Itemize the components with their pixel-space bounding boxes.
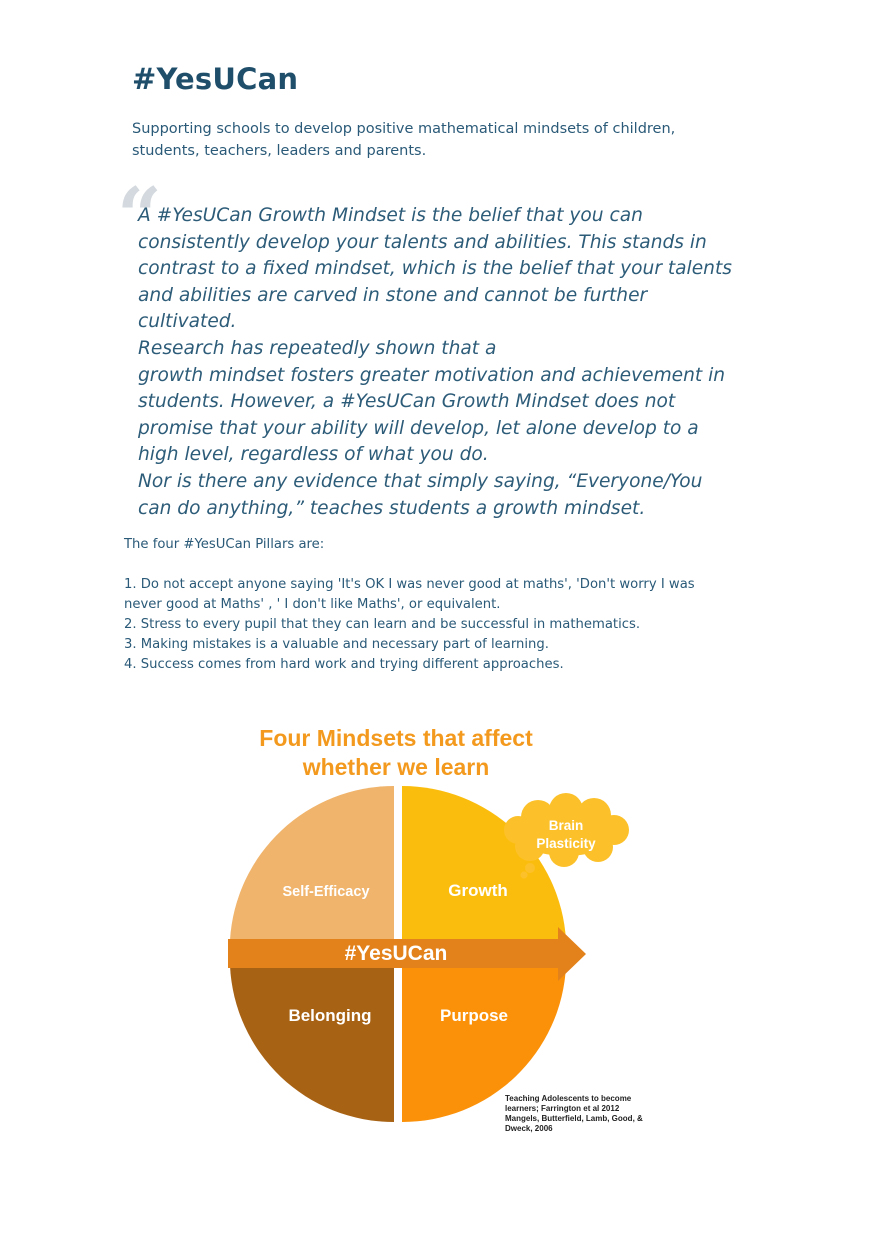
quadrant-label-purpose: Purpose [439, 1006, 509, 1025]
four-mindsets-diagram [200, 710, 680, 1150]
quote-mark-icon: “ [117, 171, 162, 262]
quote-paragraph: A #YesUCan Growth Mindset is the belief that you can consistently develop your talents and abilities. This stands in contrast to a fixed mindset, which is the belief that your talents and abilities are carved in stone and cannot be further cultivated. [138, 205, 732, 333]
cloud-label: Plasticity [536, 836, 596, 851]
quote-paragraph: Nor is there any evidence that simply saying, “Everyone/You can do anything,” teaches students a growth mindset. [138, 470, 703, 519]
pillars-intro: The four #YesUCan Pillars are: [124, 537, 325, 552]
growth-mindset-quote [138, 203, 738, 522]
page-subtitle: Supporting schools to develop positive mathematical mindsets of children, students, teachers, leaders and parents. [132, 121, 676, 159]
pillar-item: 3. Making mistakes is a valuable and necessary part of learning. [124, 637, 549, 652]
quadrant-label-growth: Growth [448, 881, 508, 900]
quote-paragraph: growth mindset fosters greater motivation and achievement in students. However, a #YesUCan Growth Mindset does not promise that your ability will develop, let alone develop to a high level, regardless of what you do. [138, 364, 726, 466]
citation-text: Dweck, 2006 [505, 1124, 553, 1133]
diagram-title: Four Mindsets that affect [259, 725, 533, 751]
quadrant-label-belonging: Belonging [288, 1006, 372, 1025]
quadrant-self-efficacy [230, 786, 394, 940]
cloud-label: Brain [548, 818, 584, 833]
citation-text: learners; Farrington et al 2012 [505, 1104, 620, 1113]
quote-paragraph: Research has repeatedly shown that a [138, 337, 497, 359]
pillar-item: 4. Success comes from hard work and trying different approaches. [124, 657, 564, 672]
page-title: #YesUCan [132, 62, 299, 96]
pillar-item: 1. Do not accept anyone saying 'It's OK I was never good at maths', 'Don't worry I was never good at Maths' , ' I don't like Maths', or equivalent. [124, 577, 695, 612]
pillar-item: 2. Stress to every pupil that they can learn and be successful in mathematics. [124, 617, 641, 632]
pillars-section [124, 535, 734, 675]
quadrant-label-self-efficacy: Self-Efficacy [282, 884, 370, 900]
citation-text: Teaching Adolescents to become [505, 1094, 632, 1103]
citation-text: Mangels, Butterfield, Lamb, Good, & [505, 1114, 643, 1123]
arrow-label: #YesUCan [344, 942, 448, 965]
quadrant-belonging [230, 966, 394, 1122]
spacer [124, 555, 734, 575]
diagram-title: whether we learn [302, 754, 490, 780]
